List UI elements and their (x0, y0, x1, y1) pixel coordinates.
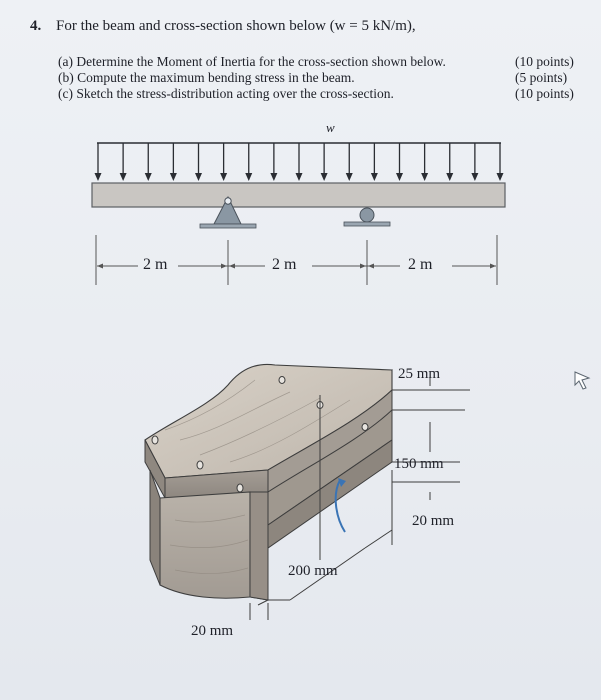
dim-top-flange: 25 mm (398, 366, 441, 382)
load-label-w: w (326, 120, 335, 135)
part-a-points: (10 points) (515, 54, 574, 69)
span-label-1: 2 m (143, 256, 168, 273)
part-b-text: (b) Compute the maximum bending stress in the beam. (58, 70, 355, 85)
dim-width: 200 mm (288, 563, 338, 579)
span-label-3: 2 m (408, 256, 433, 273)
question-stem: For the beam and cross-section shown below (w = 5 kN/m), (56, 18, 416, 34)
part-a-text: (a) Determine the Moment of Inertia for the cross-section shown below. (58, 54, 446, 69)
span-label-2: 2 m (272, 256, 297, 273)
dim-leg: 20 mm (191, 623, 234, 639)
dim-web-height: 150 mm (394, 456, 444, 472)
part-c-text: (c) Sketch the stress-distribution acting over the cross-section. (58, 86, 394, 101)
question-number: 4. (30, 18, 42, 34)
part-b-points: (5 points) (515, 70, 568, 85)
part-c-points: (10 points) (515, 86, 574, 101)
dim-bottom: 20 mm (412, 513, 455, 529)
